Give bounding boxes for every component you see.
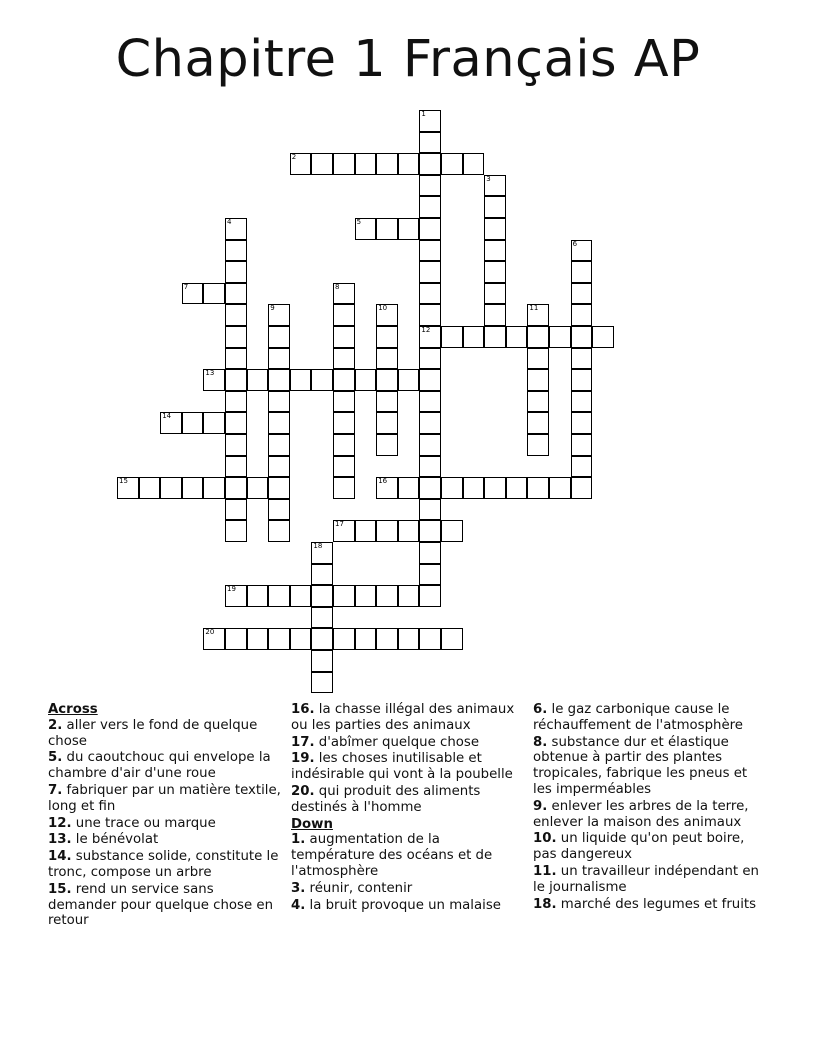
crossword-cell[interactable] (527, 326, 549, 348)
crossword-cell[interactable] (419, 456, 441, 478)
crossword-cell[interactable] (398, 153, 420, 175)
crossword-cell[interactable] (419, 196, 441, 218)
crossword-cell[interactable] (398, 369, 420, 391)
crossword-cell[interactable] (441, 477, 463, 499)
crossword-cell[interactable] (268, 434, 290, 456)
crossword-cell[interactable] (225, 434, 247, 456)
crossword-cell[interactable] (398, 477, 420, 499)
clue-down-1: 1. augmentation de la température des océans et de l'atmosphère (291, 832, 493, 879)
crossword-cell[interactable] (419, 434, 441, 456)
crossword-cell[interactable] (225, 348, 247, 370)
crossword-cell[interactable] (419, 175, 441, 197)
clue-down-6: 6. le gaz carbonique cause le réchauffement de l'atmosphère (533, 702, 743, 733)
crossword-cell[interactable] (225, 283, 247, 305)
crossword-cell[interactable] (225, 412, 247, 434)
crossword-cell[interactable] (419, 283, 441, 305)
crossword-cell[interactable] (376, 434, 398, 456)
clue-number: 15 (119, 477, 128, 486)
clue-down-18: 18. marché des legumes et fruits (533, 896, 757, 912)
crossword-cell[interactable] (571, 391, 593, 413)
crossword-cell[interactable] (225, 326, 247, 348)
crossword-cell[interactable] (333, 369, 355, 391)
crossword-cell[interactable] (333, 456, 355, 478)
clue-down-10: 10. un liquide qu'on peut boire, pas dangereux (533, 831, 745, 863)
crossword-cell[interactable] (268, 456, 290, 478)
crossword-cell[interactable] (247, 369, 269, 391)
crossword-cell[interactable] (571, 240, 593, 262)
across-heading: Across (48, 702, 98, 717)
crossword-cell[interactable] (268, 585, 290, 607)
crossword-cell[interactable] (484, 196, 506, 218)
crossword-cell[interactable] (225, 520, 247, 542)
crossword-cell[interactable] (419, 110, 441, 132)
crossword-cell[interactable] (247, 585, 269, 607)
crossword-cell[interactable] (311, 585, 333, 607)
crossword-cell[interactable] (398, 520, 420, 542)
clues-column-2 (291, 702, 527, 914)
crossword-cell[interactable] (506, 477, 528, 499)
crossword-cell[interactable] (355, 218, 377, 240)
crossword-cell[interactable] (527, 369, 549, 391)
clue-across-12: 12. une trace ou marque (48, 815, 216, 831)
crossword-cell[interactable] (571, 369, 593, 391)
clue-across-5: 5. du caoutchouc qui envelope la chambre d'air d'une roue (48, 750, 271, 782)
crossword-cell[interactable] (268, 391, 290, 413)
crossword-cell[interactable] (333, 628, 355, 650)
crossword-cell[interactable] (398, 585, 420, 607)
crossword-cell[interactable] (484, 326, 506, 348)
crossword-cell[interactable] (419, 628, 441, 650)
clue-across-15: 15. rend un service sans demander pour quelque chose en retour (48, 881, 273, 929)
crossword-cell[interactable] (398, 218, 420, 240)
crossword-cell[interactable] (268, 348, 290, 370)
crossword-cell[interactable] (376, 628, 398, 650)
crossword-cell[interactable] (506, 326, 528, 348)
crossword-cell[interactable] (333, 304, 355, 326)
crossword-cell[interactable] (290, 628, 312, 650)
crossword-cell[interactable] (333, 585, 355, 607)
clue-number: 17 (335, 520, 344, 529)
crossword-cell[interactable] (333, 477, 355, 499)
clue-number: 20 (205, 628, 215, 637)
crossword-cell[interactable] (398, 628, 420, 650)
crossword-cell[interactable] (419, 564, 441, 586)
crossword-cell[interactable] (463, 477, 485, 499)
clue-across-2: 2. aller vers le fond de quelque chose (48, 717, 258, 749)
clue-across-16: 16. la chasse illégal des animaux ou les parties des animaux (291, 702, 515, 733)
crossword-cell[interactable] (225, 391, 247, 413)
crossword-cell[interactable] (333, 434, 355, 456)
crossword-cell[interactable] (376, 520, 398, 542)
crossword-cell[interactable] (268, 369, 290, 391)
crossword-cell[interactable] (203, 628, 225, 650)
crossword-cell[interactable] (311, 628, 333, 650)
crossword-cell[interactable] (203, 412, 225, 434)
crossword-cell[interactable] (333, 412, 355, 434)
crossword-cell[interactable] (268, 520, 290, 542)
page-title: Chapitre 1 Français AP (115, 30, 701, 89)
clue-number: 10 (378, 304, 388, 313)
crossword-cell[interactable] (419, 348, 441, 370)
crossword-cell[interactable] (571, 434, 593, 456)
crossword-cell[interactable] (311, 564, 333, 586)
crossword-cell[interactable] (333, 391, 355, 413)
crossword-cell[interactable] (376, 585, 398, 607)
crossword-cell[interactable] (290, 585, 312, 607)
crossword-cell[interactable] (419, 261, 441, 283)
crossword-cell[interactable] (355, 628, 377, 650)
crossword-cell[interactable] (484, 304, 506, 326)
crossword-cell[interactable] (182, 283, 204, 305)
crossword-cell[interactable] (419, 520, 441, 542)
crossword-cell[interactable] (225, 477, 247, 499)
crossword-cell[interactable] (225, 304, 247, 326)
crossword-cell[interactable] (419, 132, 441, 154)
clue-number: 8 (335, 282, 340, 291)
crossword-cell[interactable] (441, 153, 463, 175)
crossword-cell[interactable] (571, 283, 593, 305)
crossword-cell[interactable] (376, 304, 398, 326)
clue-number: 1 (421, 110, 426, 118)
clue-number: 13 (205, 369, 215, 378)
crossword-cell[interactable] (355, 520, 377, 542)
crossword-cell[interactable] (290, 153, 312, 175)
clue-across-17: 17. d'abîmer quelque chose (291, 734, 480, 750)
crossword-cell[interactable] (549, 326, 571, 348)
crossword-cell[interactable] (484, 283, 506, 305)
crossword-cell[interactable] (571, 348, 593, 370)
clue-number: 11 (529, 304, 539, 313)
crossword-cell[interactable] (333, 348, 355, 370)
crossword-cell[interactable] (441, 628, 463, 650)
crossword-cell[interactable] (203, 283, 225, 305)
clue-across-20: 20. qui produit des aliments destinés à l'homme (291, 783, 481, 815)
crossword-cell[interactable] (203, 369, 225, 391)
crossword-cell[interactable] (419, 585, 441, 607)
crossword-cell[interactable] (441, 520, 463, 542)
crossword-cell[interactable] (203, 477, 225, 499)
crossword-cell[interactable] (527, 412, 549, 434)
clue-number: 16 (378, 477, 388, 486)
clue-down-4: 4. la bruit provoque un malaise (291, 897, 501, 913)
crossword-cell[interactable] (268, 628, 290, 650)
crossword-cell[interactable] (527, 477, 549, 499)
crossword-cell[interactable] (311, 542, 333, 564)
crossword-cell[interactable] (571, 304, 593, 326)
clues-column-3 (533, 702, 769, 913)
crossword-cell[interactable] (419, 218, 441, 240)
crossword-cell[interactable] (419, 153, 441, 175)
clue-number: 12 (421, 326, 431, 334)
crossword-cell[interactable] (225, 369, 247, 391)
crossword-cell[interactable] (225, 240, 247, 262)
clue-down-9: 9. enlever les arbres de la terre, enlever la maison des animaux (533, 798, 749, 830)
crossword-cell[interactable] (355, 369, 377, 391)
crossword-cell[interactable] (463, 326, 485, 348)
crossword-cell[interactable] (527, 348, 549, 370)
crossword-cell[interactable] (376, 391, 398, 413)
crossword-cell[interactable] (376, 218, 398, 240)
crossword-cell[interactable] (484, 218, 506, 240)
crossword-cell[interactable] (355, 585, 377, 607)
crossword-cell[interactable] (333, 153, 355, 175)
clue-number: 14 (162, 412, 172, 421)
crossword-cell[interactable] (160, 477, 182, 499)
crossword-cell[interactable] (376, 412, 398, 434)
crossword-cell[interactable] (592, 326, 614, 348)
crossword-cell[interactable] (419, 542, 441, 564)
crossword-cell[interactable] (376, 348, 398, 370)
crossword-cell[interactable] (571, 456, 593, 478)
crossword-cell[interactable] (333, 283, 355, 305)
crossword-cell[interactable] (117, 477, 139, 499)
clue-number: 18 (313, 542, 323, 550)
crossword-cell[interactable] (376, 326, 398, 348)
clue-across-14: 14. substance solide, constitute le tronc, compose un arbre (48, 849, 279, 880)
crossword-cell[interactable] (311, 672, 333, 694)
crossword-cell[interactable] (419, 240, 441, 262)
crossword-cell[interactable] (182, 477, 204, 499)
crossword-cell[interactable] (268, 326, 290, 348)
clue-number: 9 (270, 304, 275, 313)
clue-number: 5 (356, 218, 362, 226)
crossword-cell[interactable] (160, 412, 182, 434)
crossword-cell[interactable] (311, 650, 333, 672)
crossword-cell[interactable] (247, 477, 269, 499)
clues-column-1 (48, 702, 284, 930)
crossword-cell[interactable] (484, 477, 506, 499)
crossword-cell[interactable] (484, 175, 506, 197)
crossword-cell[interactable] (311, 607, 333, 629)
crossword-cell[interactable] (549, 477, 571, 499)
crossword-cell[interactable] (484, 240, 506, 262)
crossword-cell[interactable] (247, 628, 269, 650)
crossword-cell[interactable] (268, 304, 290, 326)
crossword-cell[interactable] (527, 391, 549, 413)
crossword-cell[interactable] (225, 499, 247, 521)
clue-down-11: 11. un travailleur indépendant en le journalisme (533, 863, 759, 895)
clue-number: 2 (291, 153, 297, 162)
crossword-cell[interactable] (571, 261, 593, 283)
crossword-cell[interactable] (268, 477, 290, 499)
crossword-cell[interactable] (290, 369, 312, 391)
clue-across-19: 19. les choses inutilisable et indésirable qui vont à la poubelle (291, 751, 513, 783)
crossword-cell[interactable] (376, 477, 398, 499)
crossword-cell[interactable] (311, 369, 333, 391)
crossword-cell[interactable] (376, 153, 398, 175)
crossword-cell[interactable] (527, 304, 549, 326)
crossword-cell[interactable] (419, 391, 441, 413)
crossword-cell[interactable] (571, 326, 593, 348)
crossword-cell[interactable] (419, 477, 441, 499)
clue-number: 19 (227, 585, 236, 594)
crossword-cell[interactable] (268, 412, 290, 434)
clue-number: 6 (572, 239, 578, 248)
crossword-cell[interactable] (419, 326, 441, 348)
crossword-cell[interactable] (225, 456, 247, 478)
crossword-cell[interactable] (419, 412, 441, 434)
crossword-cell[interactable] (311, 153, 333, 175)
crossword-cell[interactable] (225, 218, 247, 240)
crossword-cell[interactable] (333, 520, 355, 542)
clue-number: 3 (486, 174, 491, 183)
crossword-cell[interactable] (182, 412, 204, 434)
clue-across-7: 7. fabriquer par un matière textile, long et fin (48, 782, 281, 814)
crossword-cell[interactable] (484, 261, 506, 283)
crossword-cell[interactable] (333, 326, 355, 348)
crossword-cell[interactable] (441, 326, 463, 348)
crossword-cell[interactable] (463, 153, 485, 175)
crossword-cell[interactable] (225, 628, 247, 650)
crossword-cell[interactable] (527, 434, 549, 456)
crossword-cell[interactable] (268, 499, 290, 521)
crossword-cell[interactable] (571, 477, 593, 499)
clue-down-3: 3. réunir, contenir (291, 880, 413, 896)
clue-number: 7 (183, 282, 189, 291)
crossword-cell[interactable] (419, 304, 441, 326)
crossword-cell[interactable] (571, 412, 593, 434)
crossword-cell[interactable] (355, 153, 377, 175)
clue-number: 4 (227, 218, 232, 226)
crossword-cell[interactable] (225, 261, 247, 283)
crossword-cell[interactable] (376, 369, 398, 391)
crossword-cell[interactable] (225, 585, 247, 607)
clue-down-8: 8. substance dur et élastique obtenue à partir des plantes tropicales, fabrique les pneus et les imperméables (533, 734, 748, 797)
crossword-cell[interactable] (419, 369, 441, 391)
crossword-cell[interactable] (139, 477, 161, 499)
down-heading: Down (291, 816, 333, 832)
crossword-cell[interactable] (419, 499, 441, 521)
clue-across-13: 13. le bénévolat (48, 832, 159, 848)
